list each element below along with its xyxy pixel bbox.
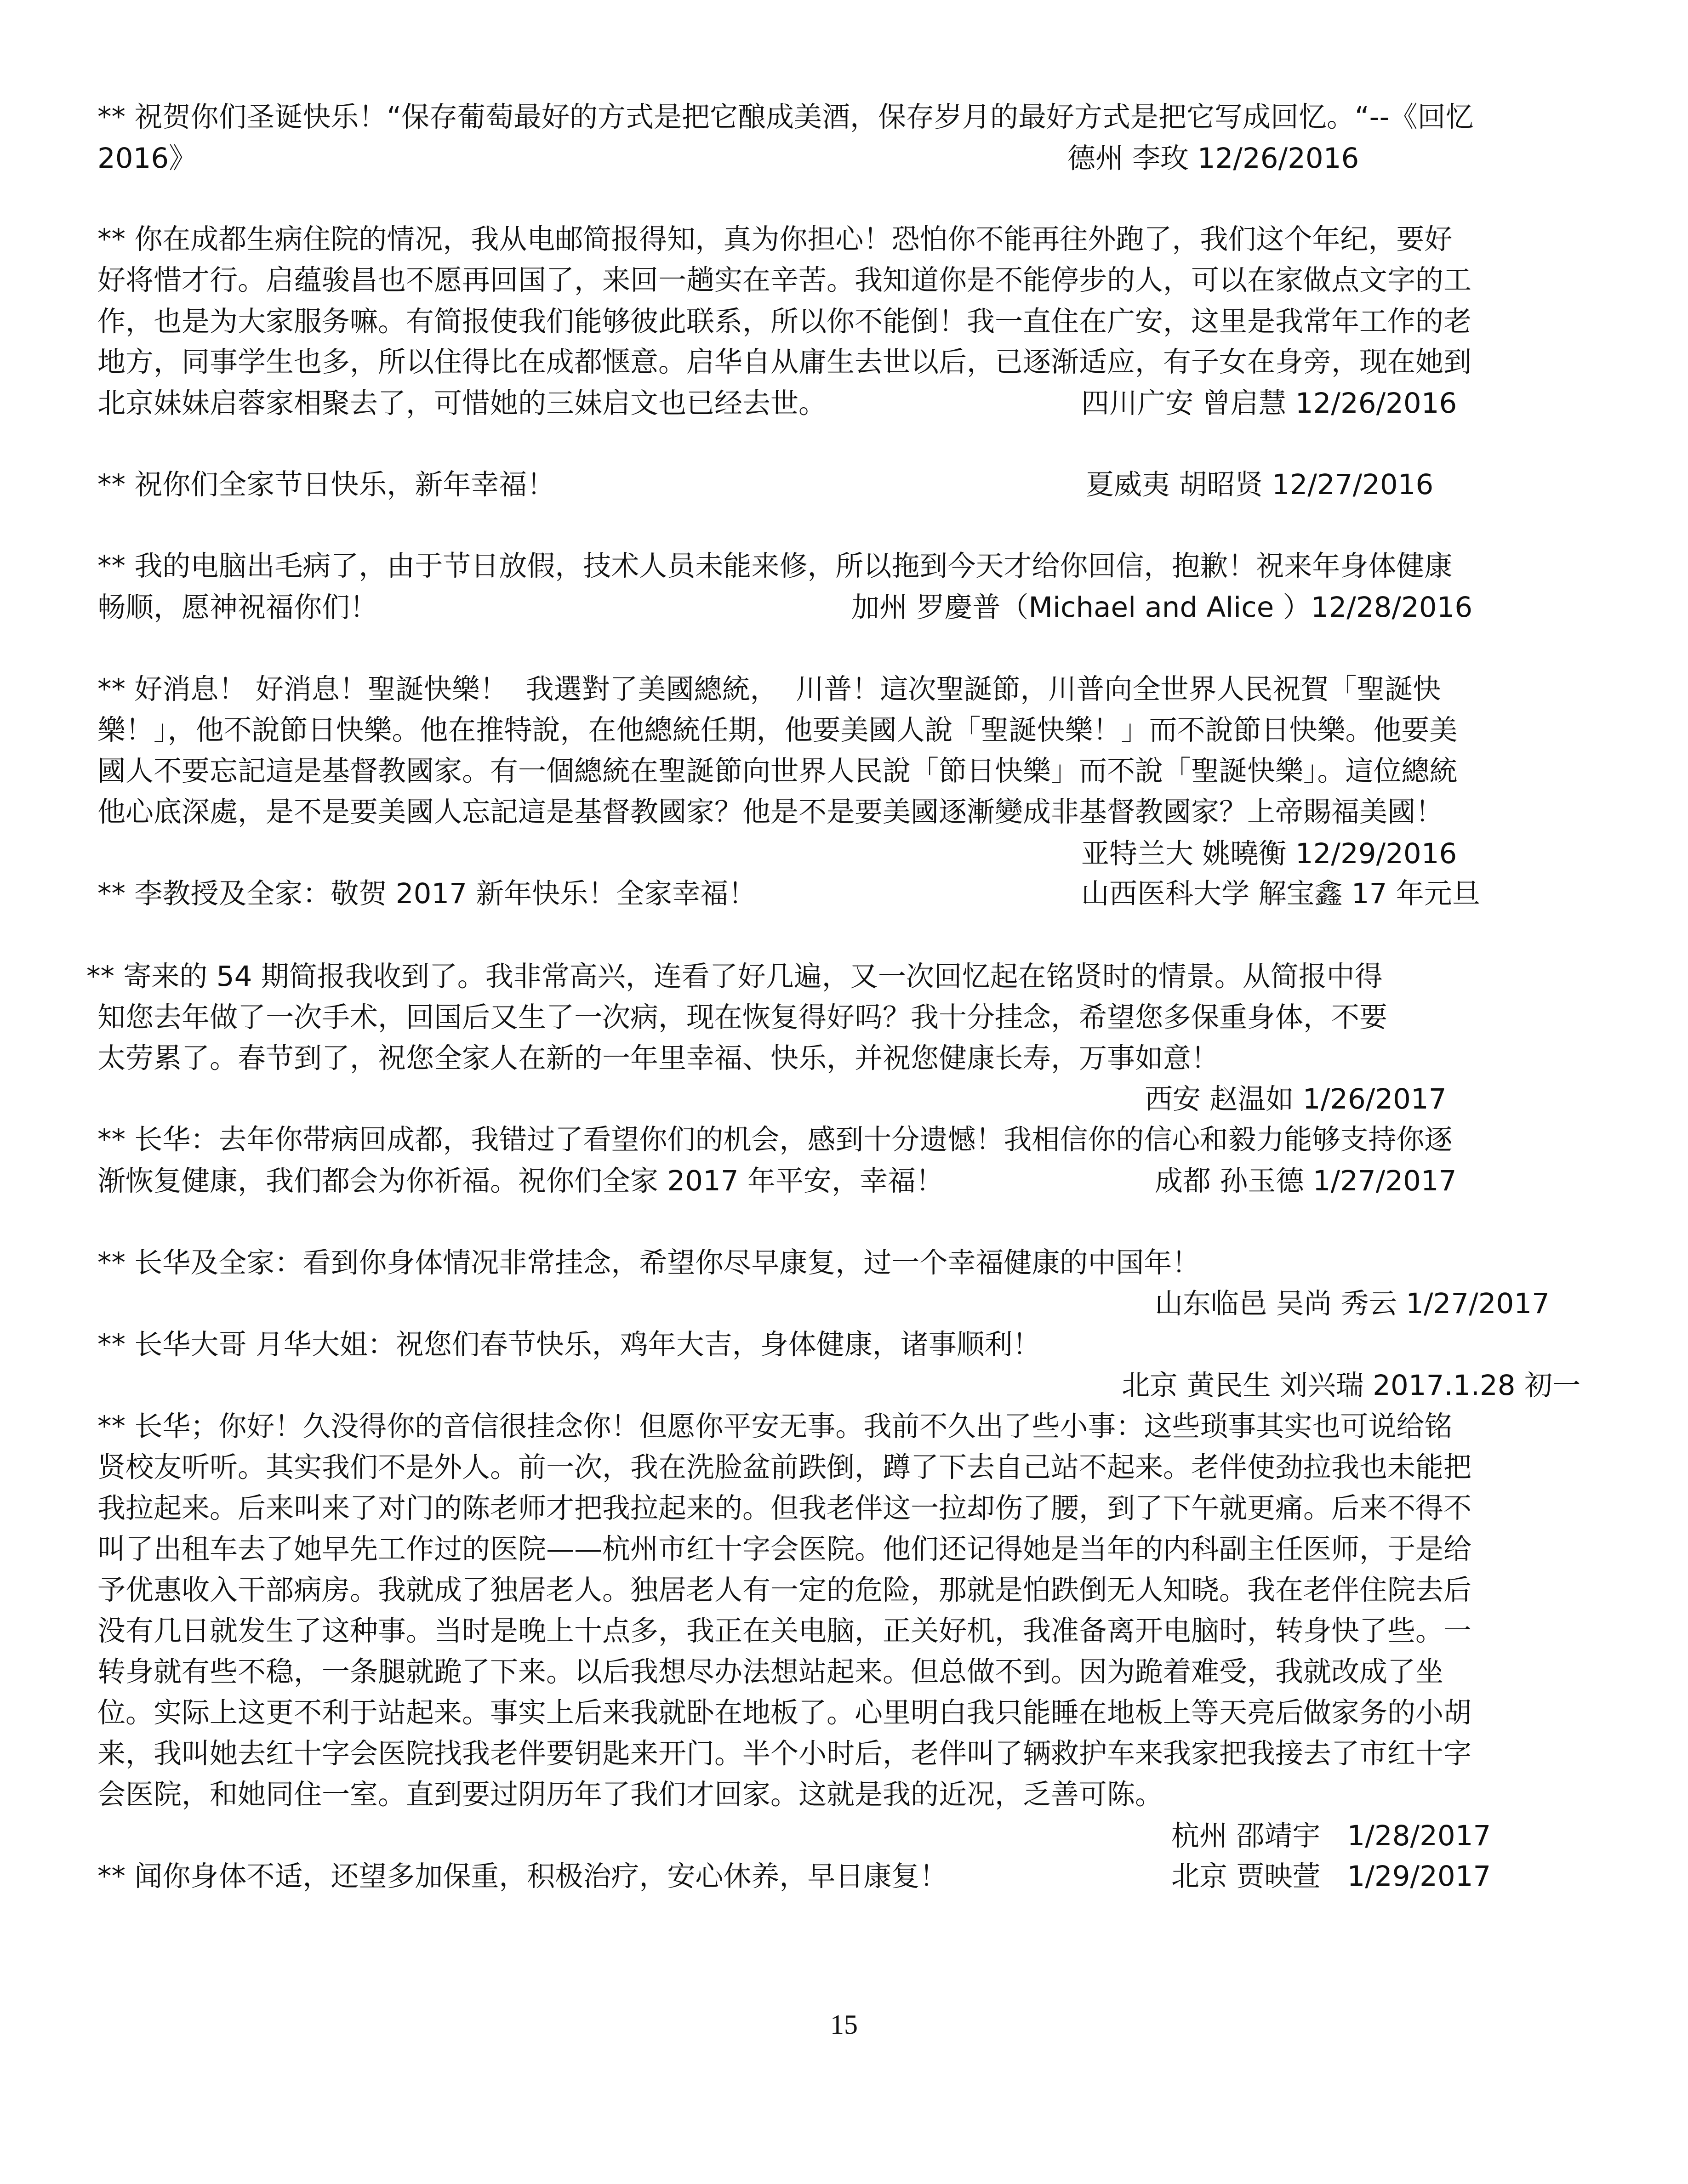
message-text-line: 会医院，和她同住一室。直到要过阴历年了我们才回家。这就是我的近况，乏善可陈。 bbox=[97, 1778, 1163, 1811]
page-number: 15 bbox=[830, 2009, 858, 2040]
message-text-line: 太劳累了。春节到了，祝您全家人在新的一年里幸福、快乐，并祝您健康长寿，万事如意！ bbox=[97, 1042, 1220, 1075]
message-signature: 四川广安 曾启慧 12/26/2016 bbox=[1081, 387, 1457, 420]
message-signature: 成都 孙玉德 1/27/2017 bbox=[1155, 1165, 1457, 1197]
message-text-line: 来，我叫她去红十字会医院找我老伴要钥匙来开门。半个小时后，老伴叫了辆救护车来我家把我接去了市红十字 bbox=[97, 1737, 1472, 1770]
message-signature: 北京 黄民生 刘兴瑞 2017.1.28 初一 bbox=[1122, 1369, 1581, 1402]
message-signature: 杭州 邵靖宇 1/28/2017 bbox=[1171, 1820, 1491, 1852]
message-text-line: 知您去年做了一次手术，回国后又生了一次病，现在恢复得好吗？我十分挂念，希望您多保重身体，不要 bbox=[97, 1001, 1388, 1034]
message-text-line: 地方，同事学生也多，所以住得比在成都惬意。启华自从庸生去世以后，已逐渐适应，有子女在身旁，现在她到 bbox=[97, 346, 1472, 378]
message-signature: 加州 罗慶普（Michael and Alice ）12/28/2016 bbox=[851, 591, 1473, 624]
message-text-line: 好将惜才行。启蕴骏昌也不愿再回国了，来回一趟实在辛苦。我知道你是不能停步的人，可以在家做点文字的工 bbox=[97, 264, 1472, 296]
message-text-line: 我拉起来。后来叫来了对门的陈老师才把我拉起来的。但我老伴这一拉却伤了腰，到了下午就更痛。后来不得不 bbox=[97, 1492, 1472, 1524]
message-text-line: 作，也是为大家服务嘛。有简报使我们能够彼此联系，所以你不能倒！我一直住在广安，这里是我常年工作的老 bbox=[97, 305, 1472, 338]
message-text-line: ** 长华；你好！久没得你的音信很挂念你！但愿你平安无事。我前不久出了些小事：这些琐事其实也可说给铭 bbox=[97, 1410, 1453, 1443]
message-text-line: 北京妹妹启蓉家相聚去了，可惜她的三妹启文也已经去世。 bbox=[97, 387, 827, 420]
message-text-line: ** 李教授及全家：敬贺 2017 新年快乐！全家幸福！ bbox=[97, 877, 757, 910]
message-text-line: ** 祝你们全家节日快乐，新年幸福！ bbox=[97, 468, 555, 501]
message-text-line: ** 我的电脑出毛病了，由于节日放假，技术人员未能来修，所以拖到今天才给你回信，抱歉！祝来年身体健康 bbox=[97, 550, 1453, 582]
message-text-line: ** 你在成都生病住院的情况，我从电邮简报得知，真为你担心！恐怕你不能再往外跑了，我们这个年纪，要好 bbox=[97, 223, 1453, 256]
message-text-line: ** 祝贺你们圣诞快乐！“保存葡萄最好的方式是把它酿成美酒，保存岁月的最好方式是把它写成回忆。“--《回忆 bbox=[97, 101, 1474, 133]
message-signature: 山东临邑 吴尚 秀云 1/27/2017 bbox=[1155, 1287, 1550, 1320]
message-text-line: 没有几日就发生了这种事。当时是晚上十点多，我正在关电脑，正关好机，我准备离开电脑时，转身快了些。一 bbox=[97, 1615, 1472, 1647]
message-text-line: ** 长华：去年你带病回成都，我错过了看望你们的机会，感到十分遗憾！我相信你的信心和毅力能够支持你逐 bbox=[97, 1123, 1453, 1156]
message-text-line: ** 好消息！ 好消息！聖誕快樂！ 我選對了美國總統， 川普！這次聖誕節，川普向全世界人民祝賀「聖誕快 bbox=[97, 673, 1441, 705]
message-text-line: 转身就有些不稳，一条腿就跪了下来。以后我想尽办法想站起来。但总做不到。因为跪着难受，我就改成了坐 bbox=[97, 1655, 1444, 1688]
message-signature: 亚特兰大 姚曉衡 12/29/2016 bbox=[1081, 837, 1457, 870]
message-signature: 山西医科大学 解宝鑫 17 年元旦 bbox=[1081, 877, 1480, 910]
message-text-line: 樂！」，他不說節日快樂。他在推特說，在他總統任期，他要美國人說「聖誕快樂！」而不說節日快樂。他要美 bbox=[97, 714, 1458, 746]
message-text-line: 位。实际上这更不利于站起来。事实上后来我就卧在地板了。心里明白我只能睡在地板上等天亮后做家务的小胡 bbox=[97, 1696, 1472, 1729]
message-signature: 夏威夷 胡昭贤 12/27/2016 bbox=[1086, 468, 1434, 501]
message-text-line: 畅顺，愿神祝福你们！ bbox=[97, 591, 378, 624]
message-text-line: ** 闻你身体不适，还望多加保重，积极治疗，安心休养，早日康复！ bbox=[97, 1860, 948, 1893]
message-text-line: ** 寄来的 54 期简报我收到了。我非常高兴，连看了好几遍，又一次回忆起在铭贤时的情景。从简报中得 bbox=[86, 960, 1383, 993]
message-text-line: 贤校友听听。其实我们不是外人。前一次，我在洗脸盆前跌倒，蹲了下去自己站不起来。老伴使劲拉我也未能把 bbox=[97, 1451, 1472, 1484]
message-signature: 德州 李玫 12/26/2016 bbox=[1067, 142, 1359, 175]
message-text-line: ** 长华大哥 月华大姐：祝您们春节快乐，鸡年大吉，身体健康，诸事顺利！ bbox=[97, 1328, 1041, 1361]
message-text-line: 他心底深處，是不是要美國人忘記這是基督教國家？他是不是要美國逐漸變成非基督教國家？上帝賜福美國！ bbox=[97, 796, 1444, 828]
message-text-line: 予优惠收入干部病房。我就成了独居老人。独居老人有一定的危险，那就是怕跌倒无人知晓。我在老伴住院去后 bbox=[97, 1574, 1472, 1606]
message-signature: 西安 赵温如 1/26/2017 bbox=[1145, 1083, 1447, 1115]
message-signature: 北京 贾映萱 1/29/2017 bbox=[1171, 1860, 1491, 1893]
message-text-line: 國人不要忘記這是基督教國家。有一個總統在聖誕節向世界人民說「節日快樂」而不說「聖誕快樂」。這位總統 bbox=[97, 755, 1458, 787]
message-text-line: 渐恢复健康，我们都会为你祈福。祝你们全家 2017 年平安，幸福！ bbox=[97, 1165, 944, 1197]
message-text-line: 叫了出租车去了她早先工作过的医院——杭州市红十字会医院。他们还记得她是当年的内科副主任医师，于是给 bbox=[97, 1533, 1472, 1565]
message-text-line: 2016》 bbox=[97, 142, 197, 175]
message-text-line: ** 长华及全家：看到你身体情况非常挂念，希望你尽早康复，过一个幸福健康的中国年！ bbox=[97, 1246, 1200, 1279]
